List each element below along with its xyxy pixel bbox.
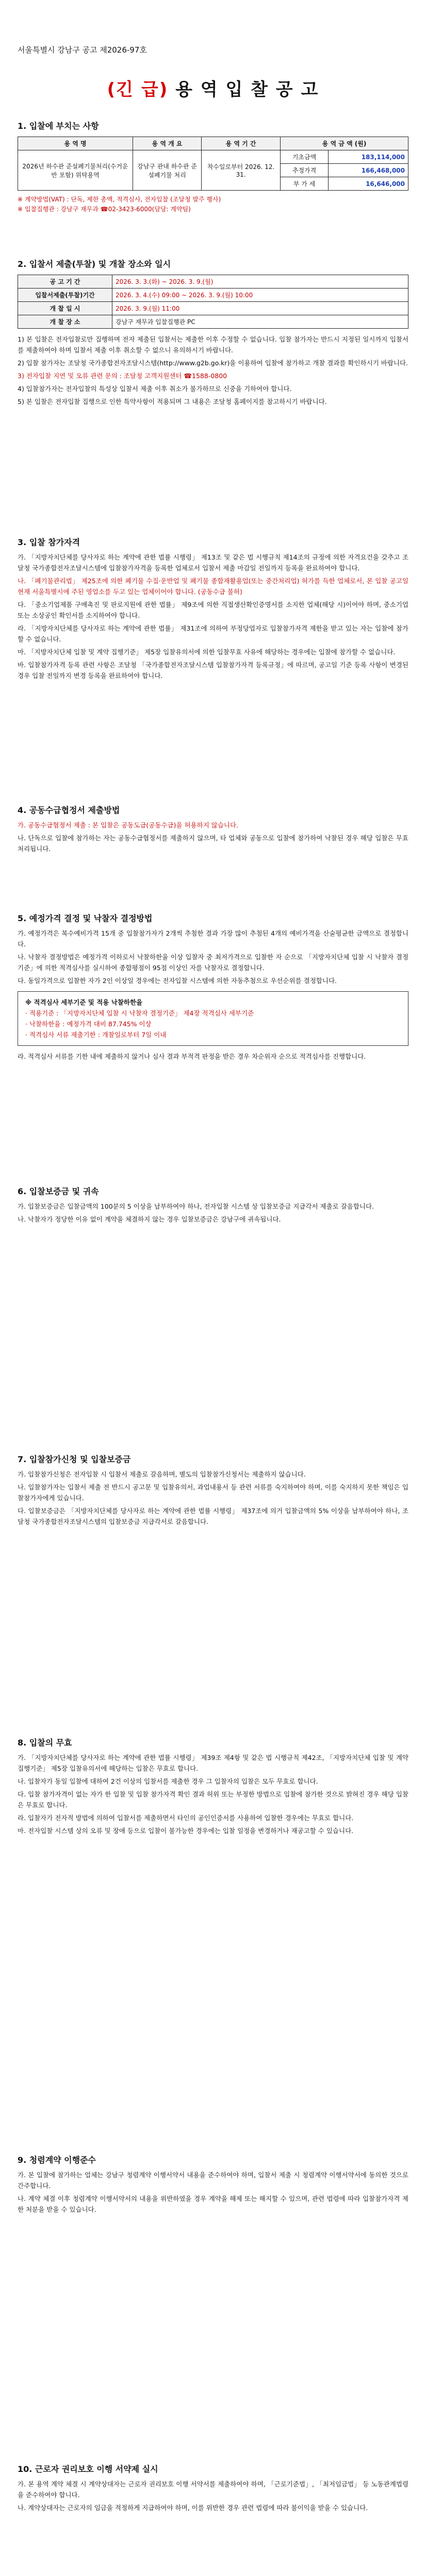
paragraph: 다. 「중소기업제품 구매촉진 및 판로지원에 관한 법률」 제9조에 의한 직접생산확인증명서를 소지한 업체(해당 시)이어야 하며, 중소기업 또는 소상공인 확인서를 소지하여야 합니다.	[18, 601, 408, 619]
schedule-value: 2026. 3. 3.(화) ~ 2026. 3. 9.(월)	[112, 275, 408, 289]
section-8	[18, 1736, 408, 1838]
section-5-body	[18, 928, 408, 986]
section-5-more	[18, 1051, 408, 1062]
paragraph: 가. 「지방자치단체를 당사자로 하는 계약에 관한 법률 시행령」 제39조 제4항 및 같은 법 시행규칙 제42조, 「지방자치단체 입찰 및 계약 집행기준」 제5장 입찰유의서에 해당하는 입찰은 무효로 합니다.	[18, 1754, 408, 1772]
amount-label: 추정가격	[281, 164, 329, 177]
paragraph: 나. 계약상대자는 근로자의 임금을 적정하게 지급하여야 하며, 이를 위반한 경우 관련 법령에 따라 불이익을 받을 수 있습니다.	[18, 2504, 368, 2512]
paragraph: 1) 본 입찰은 전자입찰로만 집행하며 전자 제출된 입찰서는 제출한 이후 수정할 수 없습니다. 입찰 참가자는 반드시 지정된 일시까지 입찰서를 제출하여야 하며 입찰서 제출 이후 취소할 수 없으니 유의하시기 바랍니다.	[18, 335, 408, 354]
schedule-table	[18, 275, 408, 329]
amount-value: 166,468,000	[329, 164, 408, 177]
section-7-heading: 7. 입찰참가신청 및 입찰보증금	[18, 1454, 131, 1464]
section-3	[18, 536, 408, 683]
criteria-line: · 적격심사 서류 제출기한 : 개찰일로부터 7일 이내	[25, 1031, 167, 1039]
notice-number: 서울특별시 강남구 공고 제2026-97호	[18, 45, 147, 55]
section-6	[18, 1185, 408, 1227]
amount-value: 183,114,000	[329, 150, 408, 164]
paragraph: 나. 낙찰자가 정당한 이유 없이 계약을 체결하지 않는 경우 입찰보증금은 강남구에 귀속됩니다.	[18, 1215, 281, 1223]
paragraph: 나. 낙찰자 결정방법은 예정가격 이하로서 낙찰하한율 이상 입찰자 중 최저가격으로 입찰한 자 순으로 「지방자치단체 입찰 시 낙찰자 결정기준」에 의한 적격심사를 실시하여 종합평점이 95점 이상인 자를 낙찰자로 결정합니다.	[18, 953, 408, 972]
paragraph: 마. 전자입찰 시스템 상의 오류 및 장애 등으로 입찰이 불가능한 경우에는 입찰 일정을 변경하거나 재공고할 수 있습니다.	[18, 1827, 354, 1835]
paragraph: 다. 입찰보증금은 「지방자치단체를 당사자로 하는 계약에 관한 법률 시행령」 제37조에 의거 입찰금액의 5% 이상을 납부하여야 하나, 조달청 국가종합전자조달시스템의 입찰보증금 지급각서로 갈음합니다.	[18, 1507, 408, 1526]
col-overview: 용 역 개 요	[133, 137, 202, 150]
paragraph: 나. 단독으로 입찰에 참가하는 자는 공동수급협정서를 제출하지 않으며, 타 업체와 공동으로 입찰에 참가하여 낙찰된 경우 해당 입찰은 무효 처리됩니다.	[18, 834, 408, 853]
paragraph: 가. 공동수급협정서 제출 : 본 입찰은 공동도급(공동수급)을 허용하지 않습니다.	[18, 821, 239, 829]
section-2-heading: 2. 입찰서 제출(투찰) 및 개찰 장소와 일시	[18, 259, 171, 269]
section-3-heading: 3. 입찰 참가자격	[18, 537, 80, 547]
section-3-body	[18, 552, 408, 681]
notice-title	[0, 75, 426, 100]
title-text: 용 역 입 찰 공 고	[168, 79, 319, 100]
section-7-body	[18, 1469, 408, 1527]
schedule-value: 2026. 3. 4.(수) 09:00 ~ 2026. 3. 9.(월) 10:00	[112, 289, 408, 302]
paragraph: 3) 전자입찰 지연 및 오류 관련 문의 : 조달청 고객지원센터 ☎1588-0800	[18, 372, 227, 380]
note-line: ※ 계약방법(VAT) : 단독, 제한 총액, 적격심사, 전자입찰 (조달청 발주 행사)	[18, 196, 221, 203]
contract-table-header	[18, 137, 408, 150]
schedule-label: 입찰서제출(투찰)기간	[18, 289, 112, 302]
paragraph: 가. 입찰보증금은 입찰금액의 100분의 5 이상을 납부하여야 하나, 전자입찰 시스템 상 입찰보증금 지급각서 제출로 갈음합니다.	[18, 1202, 374, 1210]
urgent-label: (긴 급)	[107, 79, 169, 100]
criteria-box	[18, 991, 408, 1046]
section-6-body	[18, 1201, 408, 1225]
paragraph: 다. 입찰 참가자격이 없는 자가 한 입찰 및 입찰 참가자격 확인 결과 허위 또는 부정한 방법으로 입찰에 참가한 것으로 밝혀진 경우 해당 입찰은 무효로 합니다.	[18, 1790, 408, 1809]
section-10-heading: 10. 근로자 권리보호 이행 서약제 실시	[18, 2464, 158, 2474]
schedule-row	[18, 289, 408, 302]
paragraph: 가. 「지방자치단체를 당사자로 하는 계약에 관한 법률 시행령」 제13조 및 같은 법 시행규칙 제14조의 규정에 의한 자격요건을 갖추고 조달청 국가종합전자조달시스템에 입찰참가자격을 등록한 업체로서 입찰서 제출 마감일 전일까지 등록을 완료하여야 합니다.	[18, 553, 408, 572]
paragraph: 라. 입찰자가 전자적 방법에 의하여 입찰서를 제출하면서 타인의 공인인증서를 사용하여 입찰한 경우에는 무효로 합니다.	[18, 1814, 354, 1822]
paragraph: 나. 입찰참가자는 입찰서 제출 전 반드시 공고문 및 입찰유의서, 과업내용서 등 관련 서류를 숙지하여야 하며, 이를 숙지하지 못한 책임은 입찰참가자에게 있습니다.	[18, 1483, 408, 1502]
paragraph: 마. 「지방자치단체 입찰 및 계약 집행기준」 제5장 입찰유의서에 의한 입찰무효 사유에 해당하는 경우에는 입찰에 참가할 수 없습니다.	[18, 648, 396, 656]
amount-value: 16,646,000	[329, 177, 408, 191]
schedule-row	[18, 302, 408, 315]
criteria-box-title: ※ 적격심사 세부기준 및 적용 낙찰하한율	[25, 998, 143, 1006]
section-1	[18, 120, 408, 214]
paragraph: 2) 입찰 참가자는 조달청 국가종합전자조달시스템(http://www.g2b.go.kr)을 이용하여 입찰에 참가하고 개찰 결과를 확인하시기 바랍니다.	[18, 359, 408, 367]
section-10	[18, 2463, 408, 2515]
paragraph: 다. 동일가격으로 입찰한 자가 2인 이상일 경우에는 전자입찰 시스템에 의한 자동추첨으로 우선순위를 결정합니다.	[18, 977, 337, 985]
paragraph: 5) 본 입찰은 전자입찰 집행으로 인한 특약사항이 적용되며 그 내용은 조달청 홈페이지를 참고하시기 바랍니다.	[18, 398, 327, 405]
section-1-notes	[18, 195, 408, 214]
paragraph: 가. 입찰참가신청은 전자입찰 시 입찰서 제출로 갈음하며, 별도의 입찰참가신청서는 제출하지 않습니다.	[18, 1470, 306, 1478]
schedule-value: 2026. 3. 9.(월) 11:00	[112, 302, 408, 315]
paragraph: 라. 적격심사 서류를 기한 내에 제출하지 않거나 심사 결과 부적격 판정을 받은 경우 차순위자 순으로 적격심사를 진행합니다.	[18, 1053, 366, 1060]
contract-row	[18, 150, 408, 164]
note-line: ※ 입찰집행관 : 강남구 재무과 ☎02-3423-6000(담당: 계약팀)	[18, 206, 191, 213]
col-amount: 용 역 금 액 (원)	[281, 137, 408, 150]
section-5-heading: 5. 예정가격 결정 및 낙찰자 결정방법	[18, 913, 153, 923]
paragraph: 나. 계약 체결 이후 청렴계약 이행서약서의 내용을 위반하였을 경우 계약을 해제 또는 해지할 수 있으며, 관련 법령에 따라 입찰참가자격 제한 처분을 받을 수 있습니다.	[18, 2195, 408, 2213]
section-7	[18, 1453, 408, 1529]
schedule-label: 공 고 기 간	[18, 275, 112, 289]
section-2-body	[18, 334, 408, 407]
col-period: 용 역 기 간	[202, 137, 281, 150]
criteria-line: · 낙찰하한율 : 예정가격 대비 87.745% 이상	[25, 1020, 152, 1028]
section-4-heading: 4. 공동수급협정서 제출방법	[18, 805, 120, 815]
amount-label: 기초금액	[281, 150, 329, 164]
section-9	[18, 2154, 408, 2217]
section-10-body	[18, 2479, 408, 2513]
schedule-row	[18, 315, 408, 329]
paragraph: 라. 「지방자치단체를 당사자로 하는 계약에 관한 법률」 제31조에 의하여 부정당업자로 입찰참가자격 제한을 받고 있는 자는 입찰에 참가할 수 없습니다.	[18, 624, 408, 643]
paragraph: 가. 본 입찰에 참가하는 업체는 강남구 청렴계약 이행서약서 내용을 준수하여야 하며, 입찰서 제출 시 청렴계약 이행서약서에 동의한 것으로 간주합니다.	[18, 2171, 408, 2190]
section-8-body	[18, 1752, 408, 1836]
section-9-body	[18, 2170, 408, 2215]
section-8-heading: 8. 입찰의 무효	[18, 1738, 72, 1748]
schedule-row	[18, 275, 408, 289]
paragraph: 가. 예정가격은 복수예비가격 15개 중 입찰참가자가 2개씩 추첨한 결과 가장 많이 추첨된 4개의 예비가격을 산술평균한 금액으로 결정합니다.	[18, 929, 408, 948]
contract-table	[18, 137, 408, 191]
section-6-heading: 6. 입찰보증금 및 귀속	[18, 1187, 99, 1196]
contract-name: 2026년 하수관 준설폐기물처리(수거운반 포함) 위탁용역	[18, 150, 133, 191]
schedule-label: 개 찰 일 시	[18, 302, 112, 315]
contract-period: 착수일로부터 2026. 12. 31.	[202, 150, 281, 191]
section-4-body	[18, 820, 408, 854]
amount-label: 부 가 세	[281, 177, 329, 191]
schedule-value: 강남구 재무과 입찰집행관 PC	[112, 315, 408, 329]
section-4	[18, 804, 408, 856]
paragraph: 4) 입찰참가자는 전자입찰의 특성상 입찰서 제출 이후 취소가 불가하므로 신중을 기하여야 합니다.	[18, 385, 292, 393]
paragraph: 나. 입찰자가 동일 입찰에 대하여 2건 이상의 입찰서를 제출한 경우 그 입찰자의 입찰은 모두 무효로 합니다.	[18, 1777, 318, 1785]
paragraph: 나. 「폐기물관리법」 제25조에 의한 폐기물 수집·운반업 및 폐기물 종합재활용업(또는 중간처리업) 허가를 득한 업체로서, 본 입찰 공고일 현재 서울특별시에 주된 영업소를 두고 있는 업체이어야 합니다. (공동수급 불허)	[18, 577, 408, 596]
section-1-heading: 1. 입찰에 부치는 사항	[18, 121, 99, 131]
col-name: 용 역 명	[18, 137, 133, 150]
section-2	[18, 258, 408, 409]
schedule-label: 개 찰 장 소	[18, 315, 112, 329]
paragraph: 바. 입찰참가자격 등록 관련 사항은 조달청 「국가종합전자조달시스템 입찰참가자격 등록규정」에 따르며, 공고일 기준 등록 사항이 변경된 경우 입찰 전일까지 변경 등록을 완료하여야 합니다.	[18, 661, 408, 680]
section-5	[18, 912, 408, 1064]
paragraph: 가. 본 용역 계약 체결 시 계약상대자는 근로자 권리보호 이행 서약서를 제출하여야 하며, 「근로기준법」, 「최저임금법」 등 노동관계법령을 준수하여야 합니다.	[18, 2480, 408, 2499]
contract-overview: 강남구 관내 하수관 준설폐기물 처리	[133, 150, 202, 191]
criteria-line: · 적용기준 : 「지방자치단체 입찰 시 낙찰자 결정기준」 제4장 적격심사 세부기준	[25, 1009, 254, 1017]
section-9-heading: 9. 청렴계약 이행준수	[18, 2155, 96, 2165]
